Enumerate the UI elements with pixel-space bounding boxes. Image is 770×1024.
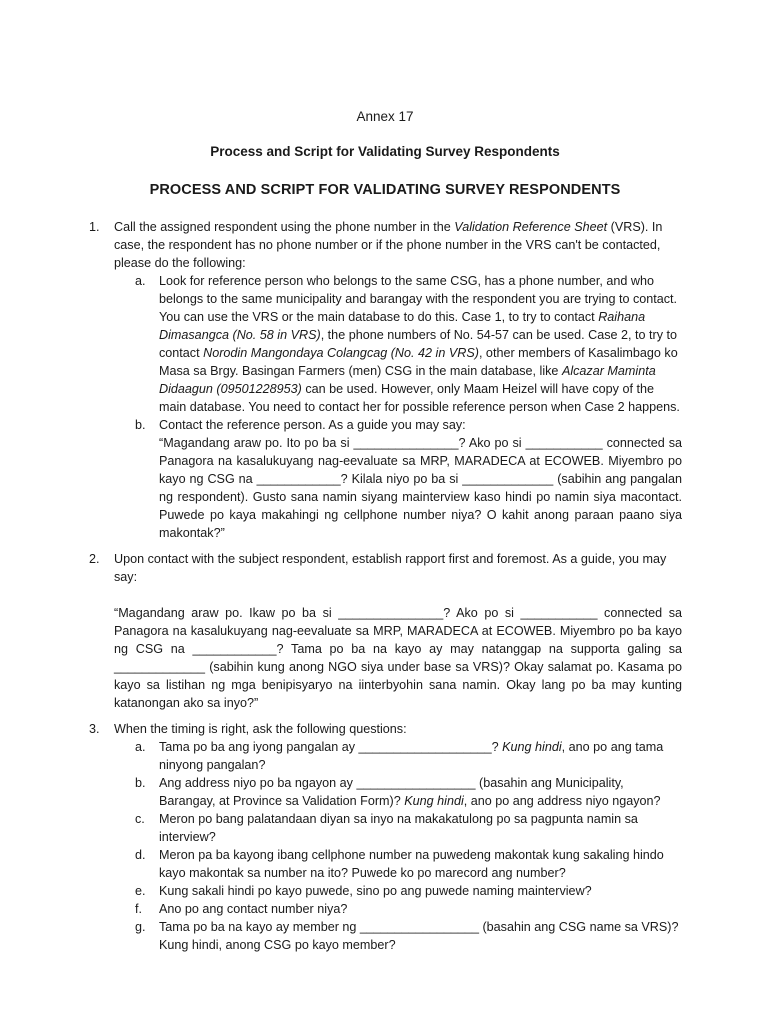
- step-2: [88, 550, 682, 586]
- question-list: [88, 738, 682, 954]
- sub-letter: b.: [135, 418, 146, 432]
- step-3: [88, 720, 682, 738]
- document-subtitle: Process and Script for Validating Survey Respondents: [210, 144, 560, 159]
- question-letter: f.: [135, 902, 142, 916]
- rapport-script-quote: “Magandang araw po. Ikaw po ba si _______________? Ako po si ___________ connected sa Panagora na kasalukuyang nag-eevaluate sa MRP, MARADECA at ECOWEB. Miyembro po ba kayo ng CSG na ____________? Tama po ba na kayo ay may natanggap na supporta galing sa _____________ (sabihin kung anong NGO siya under base sa VRS)? Okay salamat po. Kasama po kayo sa listihan ng mga benipisyaryo na iinterbyohin sana namin. Okay lang po ba may kunting katanongan ako sa inyo?”: [114, 606, 682, 710]
- step-number: 1.: [89, 220, 100, 234]
- step-1: [88, 218, 682, 272]
- document-body: [88, 218, 682, 954]
- step-text: Upon contact with the subject respondent, establish rapport first and foremost. As a guide, you may say:: [114, 552, 667, 584]
- question-text: Ano po ang contact number niya?: [159, 902, 348, 916]
- step-1-sub-b: [88, 416, 682, 542]
- question-text: Tama po ba na kayo ay member ng _________________ (basahin ang CSG name sa VRS)? Kung hindi, anong CSG po kayo member?: [159, 920, 679, 952]
- sub-letter: a.: [135, 274, 146, 288]
- question-item: [88, 810, 682, 846]
- question-text: Kung sakali hindi po kayo puwede, sino po ang puwede naming mainterview?: [159, 884, 592, 898]
- question-item: [88, 846, 682, 882]
- sub-intro: Contact the reference person. As a guide you may say:: [159, 418, 466, 432]
- question-item: [88, 918, 682, 954]
- question-letter: g.: [135, 920, 146, 934]
- annex-label: Annex 17: [356, 109, 414, 124]
- question-text: Ang address niyo po ba ngayon ay _________________ (basahin ang Municipality, Barangay, at Province sa Validation Form)? Kung hindi, ano po ang address niyo ngayon?: [159, 776, 661, 808]
- step-text: When the timing is right, ask the following questions:: [114, 722, 407, 736]
- question-letter: b.: [135, 776, 146, 790]
- question-text: Tama po ba ang iyong pangalan ay ___________________? Kung hindi, ano po ang tama ninyong pangalan?: [159, 740, 664, 772]
- question-letter: a.: [135, 740, 146, 754]
- step-text: Call the assigned respondent using the phone number in the Validation Reference Sheet (VRS). In case, the respondent has no phone number or if the phone number in the VRS can't be contacted, please do the following:: [114, 220, 663, 270]
- reference-script-quote: “Magandang araw po. Ito po ba si _______________? Ako po si ___________ connected sa Panagora na kasalukuyang nag-eevaluate sa MRP, MARADECA at ECOWEB. Miyembro po kayo ng CSG na ____________? Kilala niyo po ba si _____________ (sabihin ang pangalan ng respondent). Gusto sana namin siyang mainterview kaso hindi po namin siya macontact. Puwede po kaya makahingi ng cellphone number niya? O kahit anong paraan paano siya makontak?”: [159, 436, 682, 540]
- question-letter: c.: [135, 812, 145, 826]
- question-item: [88, 774, 682, 810]
- question-letter: e.: [135, 884, 146, 898]
- question-item: [88, 738, 682, 774]
- question-letter: d.: [135, 848, 146, 862]
- question-text: Meron po bang palatandaan diyan sa inyo na makakatulong po sa pagpunta namin sa interview?: [159, 812, 638, 844]
- document-title: PROCESS AND SCRIPT FOR VALIDATING SURVEY RESPONDENTS: [149, 182, 621, 198]
- step-1-sub-a: [88, 272, 682, 416]
- sub-text: Look for reference person who belongs to the same CSG, has a phone number, and who belongs to the same municipality and barangay with the respondent you are trying to contact. You can use the VRS or the main database to do this. Case 1, to try to contact Raihana Dimasangca (No. 58 in VRS), the phone numbers of No. 54-57 can be used. Case 2, to try to contact Norodin Mangondaya Colangcag (No. 42 in VRS), other members of Kasalimbago ko Masa sa Brgy. Basingan Farmers (men) CSG in the main database, like Alcazar Maminta Didaagun (09501228953) can be used. However, only Maam Heizel will have copy of the main database. You need to contact her for possible reference person when Case 2 happens.: [159, 274, 680, 414]
- question-item: [88, 900, 682, 918]
- step-number: 3.: [89, 722, 100, 736]
- step-number: 2.: [89, 552, 100, 566]
- question-text: Meron pa ba kayong ibang cellphone number na puwedeng makontak kung sakaling hindo kayo makontak sa number na ito? Puwede ko po marecord ang number?: [159, 848, 664, 880]
- question-item: [88, 882, 682, 900]
